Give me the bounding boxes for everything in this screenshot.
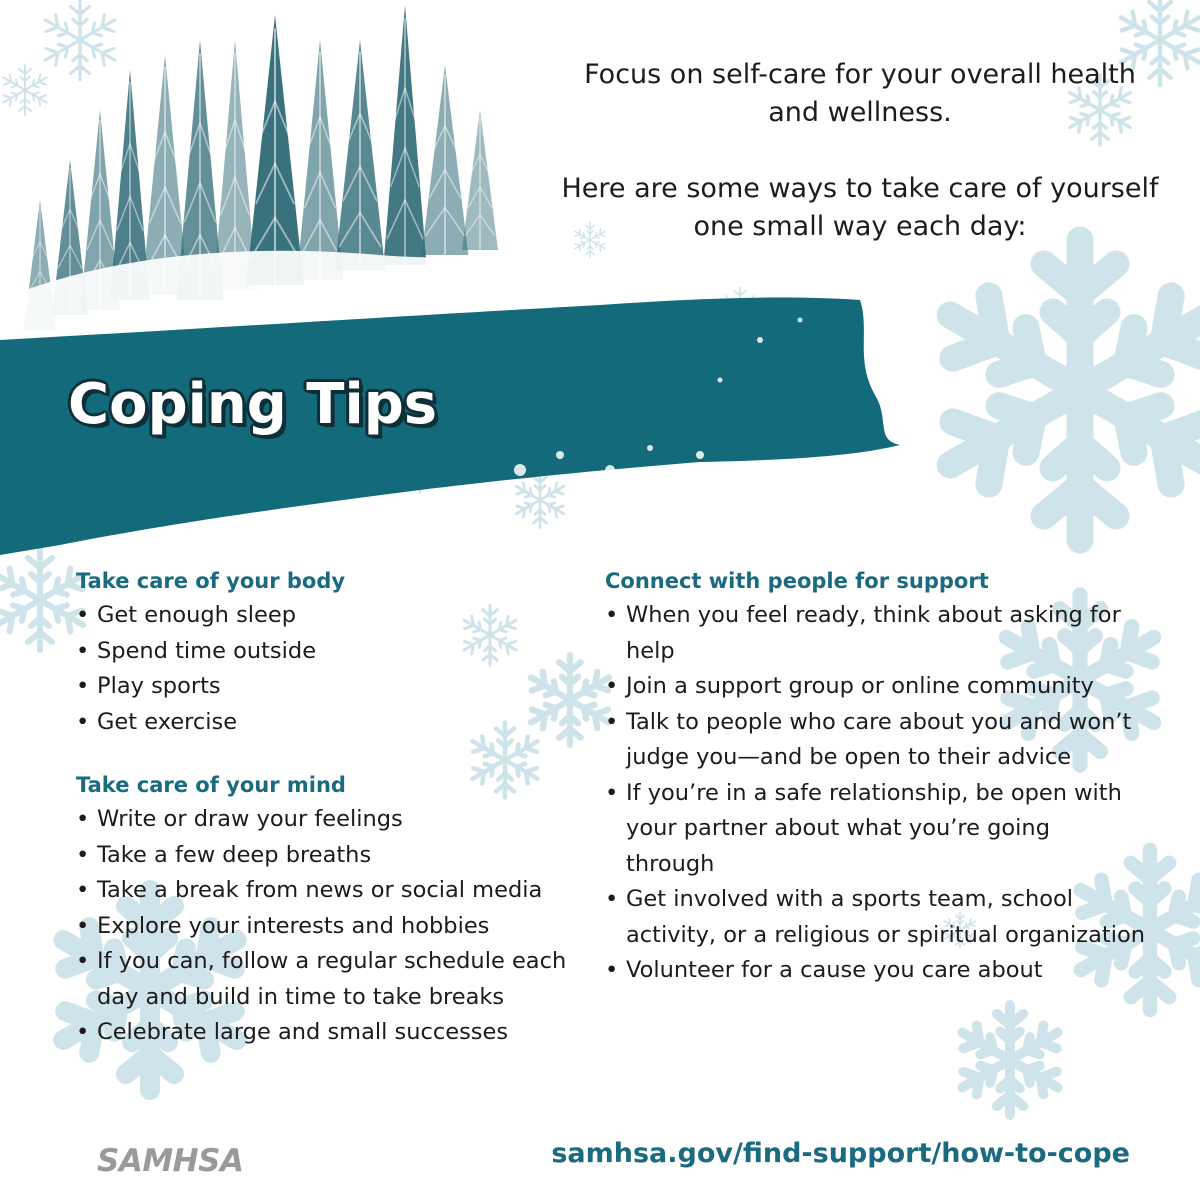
pine-tree-icon bbox=[335, 40, 385, 270]
list-item: • Explore your interests and hobbies bbox=[76, 909, 576, 945]
list-item: • Spend time outside bbox=[76, 634, 576, 670]
intro-line-2: Here are some ways to take care of yourself one small way each day: bbox=[561, 173, 1159, 242]
right-column bbox=[605, 566, 1145, 989]
connect-tips-list bbox=[605, 598, 1145, 989]
pine-tree-icon bbox=[246, 15, 304, 285]
snowflake-icon bbox=[962, 1005, 1057, 1115]
snowflake-icon bbox=[45, 0, 114, 80]
pine-tree-icon bbox=[383, 5, 426, 265]
pine-tree-icon bbox=[297, 40, 344, 280]
mind-tips-list bbox=[76, 802, 576, 1051]
section-heading-body: Take care of your body bbox=[76, 569, 346, 593]
list-item: • Get involved with a sports team, school activity, or a religious or spiritual organization bbox=[605, 882, 1145, 953]
pine-tree-icon bbox=[422, 65, 469, 255]
list-item: • Take a break from news or social media bbox=[76, 873, 576, 909]
list-item: • When you feel ready, think about asking for help bbox=[605, 598, 1145, 669]
pine-tree-icon bbox=[462, 110, 498, 250]
list-item: • Play sports bbox=[76, 669, 576, 705]
body-tips-list bbox=[76, 598, 576, 740]
intro-text bbox=[560, 56, 1160, 246]
list-item: • Take a few deep breaths bbox=[76, 838, 576, 874]
list-item: • Talk to people who care about you and won’t judge you—and be open to their advice bbox=[605, 705, 1145, 776]
support-url-link[interactable]: samhsa.gov/find-support/how-to-cope bbox=[551, 1138, 1130, 1169]
section-heading-mind: Take care of your mind bbox=[76, 773, 346, 797]
snowflake-icon bbox=[3, 65, 46, 115]
list-item: • If you’re in a safe relationship, be open with your partner about what you’re going through bbox=[605, 776, 1145, 883]
list-item: • Celebrate large and small successes bbox=[76, 1015, 576, 1051]
page-title: Coping Tips bbox=[68, 372, 438, 437]
list-item: • Write or draw your feelings bbox=[76, 802, 576, 838]
list-item: • Get enough sleep bbox=[76, 598, 576, 634]
list-item: • Volunteer for a cause you care about bbox=[605, 953, 1145, 989]
samhsa-logo: SAMHSA bbox=[97, 1143, 244, 1179]
section-heading-connect: Connect with people for support bbox=[605, 569, 989, 593]
left-column bbox=[76, 566, 576, 1051]
list-item: • Join a support group or online community bbox=[605, 669, 1145, 705]
snowflake-icon bbox=[516, 473, 564, 528]
intro-line-1: Focus on self-care for your overall health and wellness. bbox=[584, 59, 1136, 128]
list-item: • If you can, follow a regular schedule each day and build in time to take breaks bbox=[76, 944, 576, 1015]
snowflake-icon bbox=[950, 240, 1200, 540]
list-item: • Get exercise bbox=[76, 705, 576, 741]
snowflake-icon bbox=[0, 550, 83, 650]
